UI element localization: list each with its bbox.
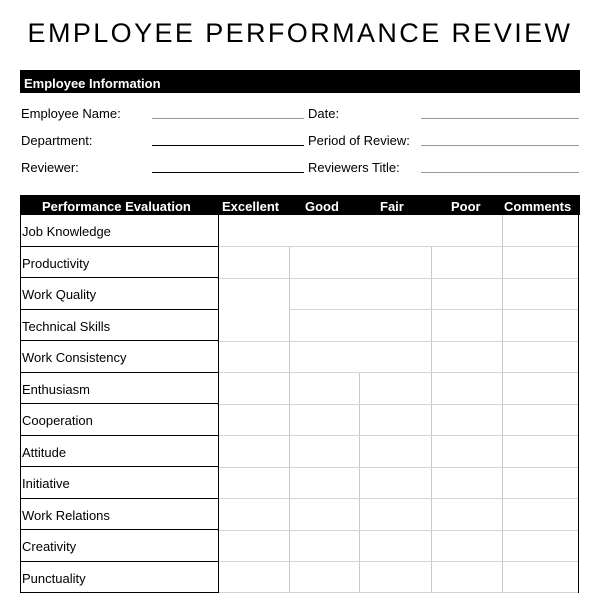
reviewers-title-field[interactable]	[421, 172, 579, 173]
reviewer-field[interactable]	[152, 172, 304, 173]
criteria-row: Technical Skills	[21, 310, 218, 342]
criteria-row: Attitude	[21, 436, 218, 468]
date-label: Date:	[308, 106, 340, 121]
criteria-row: Productivity	[21, 247, 218, 279]
criteria-row: Punctuality	[21, 562, 218, 594]
department-label: Department:	[21, 133, 93, 148]
employee-name-label: Employee Name:	[21, 106, 121, 121]
criteria-row: Enthusiasm	[21, 373, 218, 405]
criteria-row: Initiative	[21, 467, 218, 499]
evaluation-header-row	[20, 195, 580, 215]
header-performance-evaluation: Performance Evaluation	[42, 199, 191, 214]
criteria-row: Work Relations	[21, 499, 218, 531]
page-title: EMPLOYEE PERFORMANCE REVIEW	[27, 18, 573, 48]
criteria-row: Work Quality	[21, 278, 218, 310]
header-fair: Fair	[380, 199, 404, 214]
header-comments: Comments	[504, 199, 572, 214]
header-poor: Poor	[451, 199, 481, 214]
header-excellent: Excellent	[222, 199, 280, 214]
criteria-row: Job Knowledge	[21, 215, 218, 247]
header-good: Good	[305, 199, 339, 214]
employee-name-field[interactable]	[152, 118, 304, 119]
period-of-review-field[interactable]	[421, 145, 579, 146]
date-field[interactable]	[421, 118, 579, 119]
reviewers-title-label: Reviewers Title:	[308, 160, 400, 175]
evaluation-criteria-column	[20, 215, 219, 593]
table-right-border	[578, 215, 579, 593]
criteria-row: Cooperation	[21, 404, 218, 436]
period-of-review-label: Period of Review:	[308, 133, 410, 148]
reviewer-label: Reviewer:	[21, 160, 79, 175]
criteria-row: Creativity	[21, 530, 218, 562]
criteria-row: Work Consistency	[21, 341, 218, 373]
employee-info-heading: Employee Information	[20, 70, 580, 93]
department-field[interactable]	[152, 145, 304, 146]
